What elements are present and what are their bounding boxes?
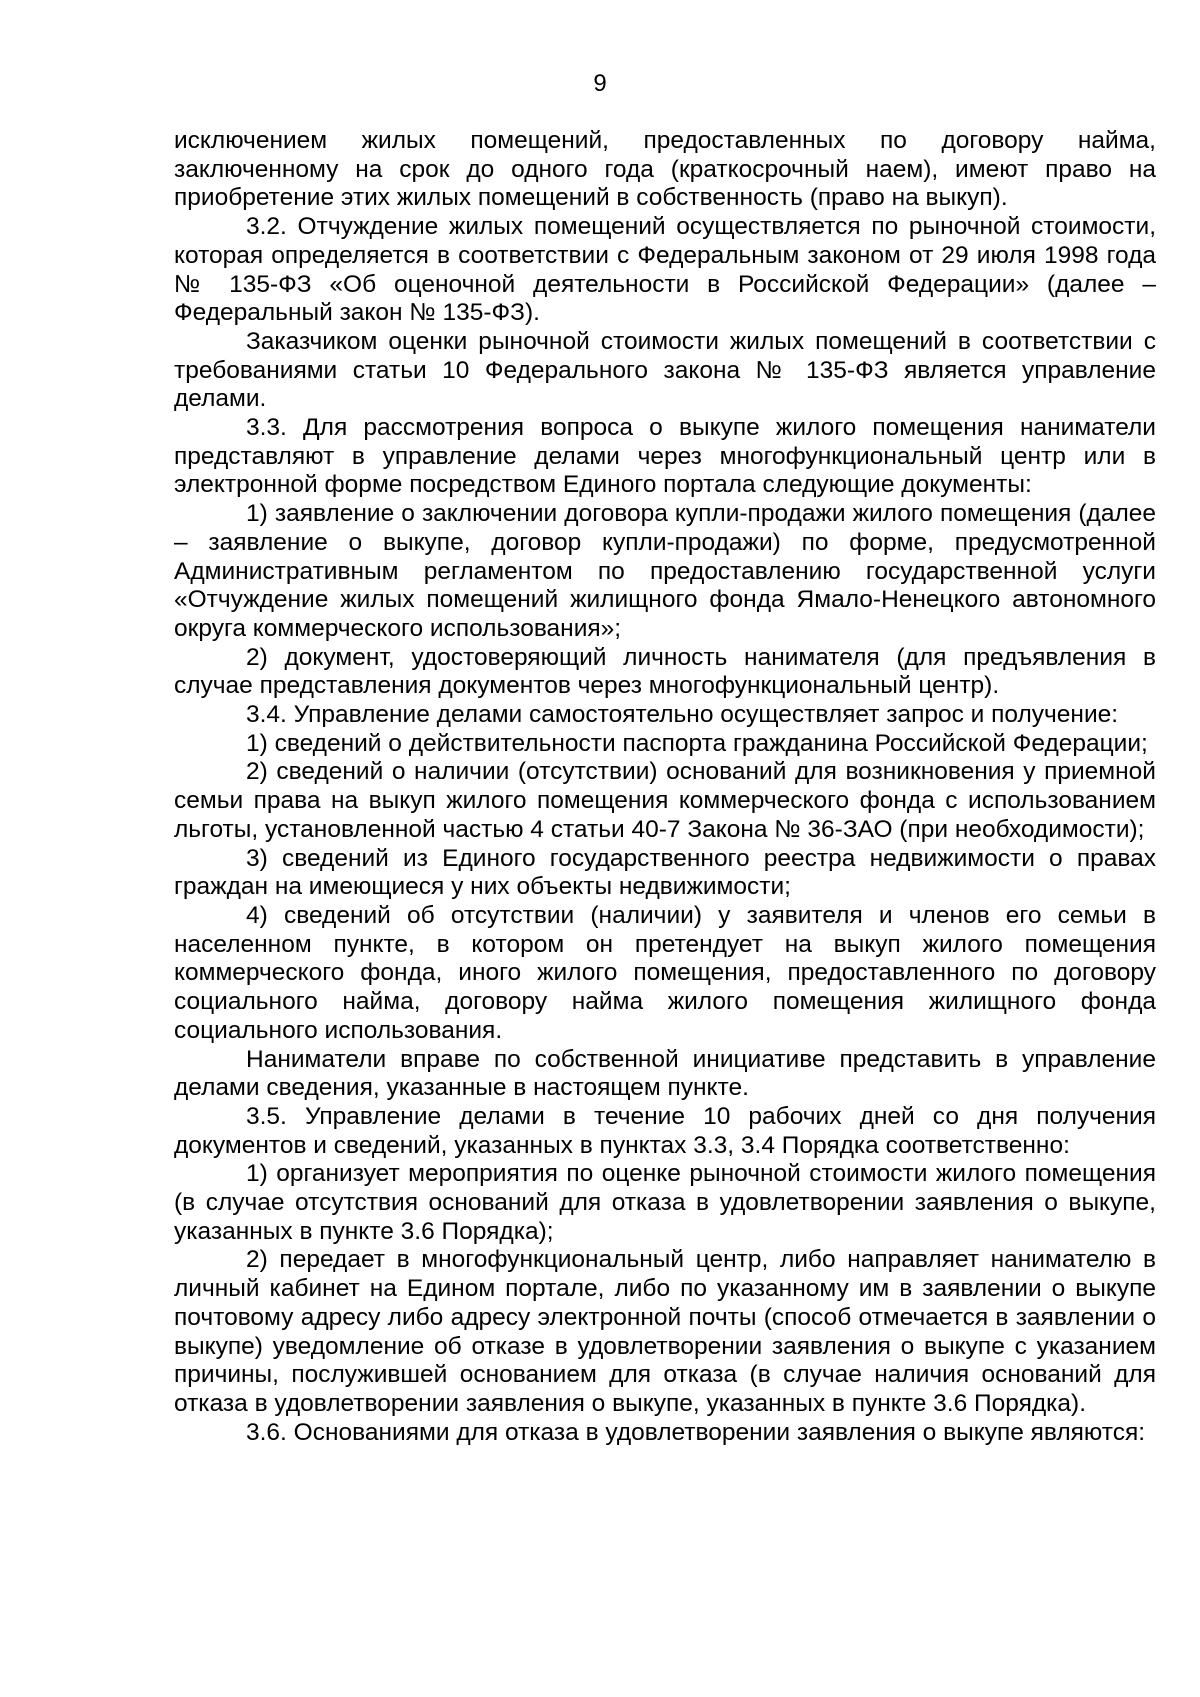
paragraph-3-5: 3.5. Управление делами в течение 10 рабочих дней со дня получения документов и сведений, указанных в пунктах 3.3, 3.4 Порядка соответственно: <box>174 1102 1156 1159</box>
list-item-3-4-3: 3) сведений из Единого государственного реестра недвижимости о правах граждан на имеющиеся у них объекты недвижимости; <box>174 844 1156 901</box>
paragraph-continuation: исключением жилых помещений, предоставленных по договору найма, заключенному на срок до одного года (краткосрочный наем), имеют право на приобретение этих жилых помещений в собственность (право на выкуп). <box>174 127 1156 212</box>
list-item-3-5-2: 2) передает в многофункциональный центр, либо направляет нанимателю в личный кабинет на Едином портале, либо по указанному им в заявлении о выкупе почтовому адресу либо адресу электронной почты (способ отмечается в заявлении о выкупе) уведомление об отказе в удовлетворении заявления о выкупе с указанием причины, послужившей основанием для отказа (в случае наличия оснований для отказа в удовлетворении заявления о выкупе, указанных в пункте 3.6 Порядка). <box>174 1246 1156 1417</box>
paragraph-3-4: 3.4. Управление делами самостоятельно осуществляет запрос и получение: <box>246 701 1119 729</box>
document-body <box>174 127 1156 1447</box>
paragraph-3-6: 3.6. Основаниями для отказа в удовлетворении заявления о выкупе являются: <box>246 1418 1146 1446</box>
list-item-3-4-2: 2) сведений о наличии (отсутствии) оснований для возникновения у приемной семьи права на выкуп жилого помещения коммерческого фонда с использованием льготы, установленной частью 4 статьи 40-7 Закона № 36-ЗАО (при необходимости); <box>174 758 1156 843</box>
list-item-3-4-1: 1) сведений о действительности паспорта гражданина Российской Федерации; <box>246 729 1148 757</box>
paragraph-appraisal-customer: Заказчиком оценки рыночной стоимости жилых помещений в соответствии с требованиями статьи 10 Федерального закона № 135-ФЗ является управление делами. <box>174 327 1156 413</box>
list-item-3-4-4: 4) сведений об отсутствии (наличии) у заявителя и членов его семьи в населенном пункте, в котором он претендует на выкуп жилого помещения коммерческого фонда, иного жилого помещения, предоставленного по договору социального найма, договору найма жилого помещения жилищного фонда социального использования. <box>174 901 1156 1044</box>
page-number: 9 <box>593 70 607 97</box>
list-item-3-3-1: 1) заявление о заключении договора купли-продажи жилого помещения (далее – заявление о выкупе, договор купли-продажи) по форме, предусмотренной Административным регламентом по предоставлению государственной услуги «Отчуждение жилых помещений жилищного фонда Ямало-Ненецкого автономного округа коммерческого использования»; <box>174 500 1156 642</box>
paragraph-tenants-right: Наниматели вправе по собственной инициативе представить в управление делами сведения, указанные в настоящем пункте. <box>174 1045 1156 1102</box>
list-item-3-3-2: 2) документ, удостоверяющий личность нанимателя (для предъявления в случае представления документов через многофункциональный центр). <box>174 643 1156 700</box>
list-item-3-5-1: 1) организует мероприятия по оценке рыночной стоимости жилого помещения (в случае отсутствия оснований для отказа в удовлетворении заявления о выкупе, указанных в пункте 3.6 Порядка); <box>174 1160 1156 1245</box>
paragraph-3-3: 3.3. Для рассмотрения вопроса о выкупе жилого помещения наниматели представляют в управление делами через многофункциональный центр или в электронной форме посредством Единого портала следующие документы: <box>174 414 1156 499</box>
paragraph-3-2: 3.2. Отчуждение жилых помещений осуществляется по рыночной стоимости, которая определяется в соответствии с Федеральным законом от 29 июля 1998 года № 135-ФЗ «Об оценочной деятельности в Российской Федерации» (далее – Федеральный закон № 135-ФЗ). <box>174 213 1156 327</box>
